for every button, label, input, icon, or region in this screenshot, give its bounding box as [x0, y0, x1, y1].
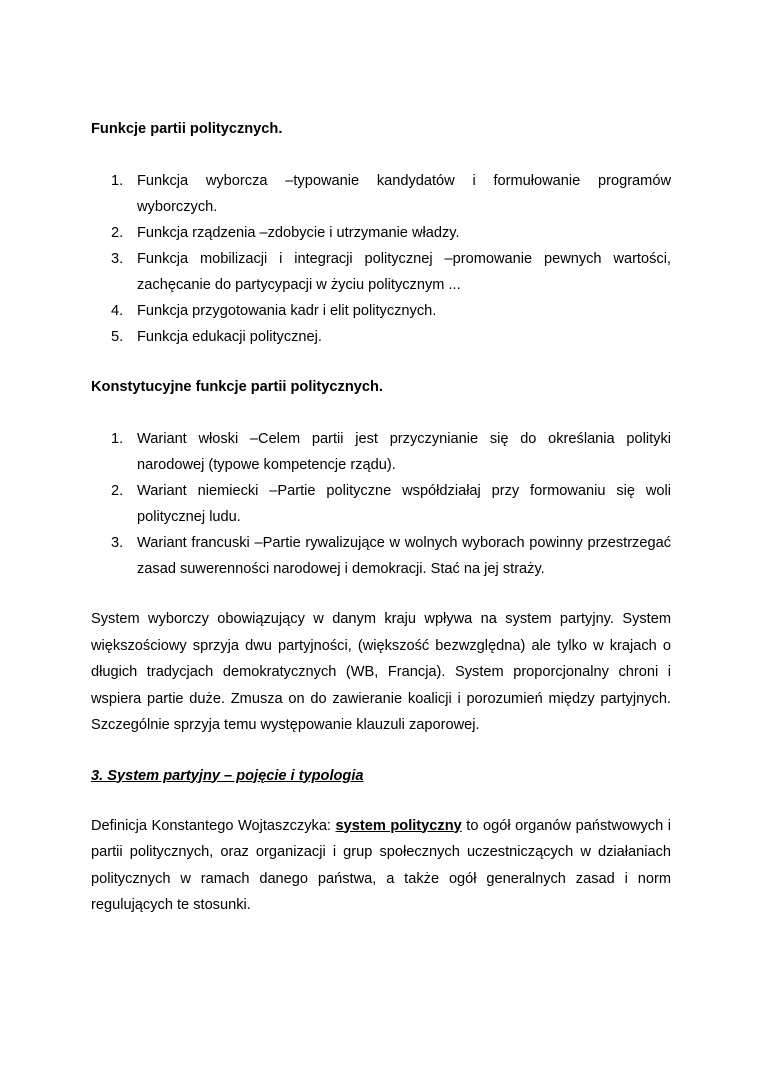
- electoral-system-paragraph: System wyborczy obowiązujący w danym kraju wpływa na system partyjny. System większościowy sprzyja dwu partyjności, (większość bezwzględna) ale tylko w krajach o długich tradycjach demokratycznych (WB, Francja). System proporcjonalny chroni i wspiera partie duże. Zmusza on do zawieranie koalicji i porozumień między partyjnych. Szczególnie sprzyja temu występowanie klauzuli zaporowej.: [91, 611, 671, 733]
- list-item: [91, 478, 671, 530]
- definition-term: system polityczny: [335, 817, 462, 834]
- list-item-text: Wariant francuski –Partie rywalizujące w wolnych wyborach powinny przestrzegać zasad suwerenności narodowej i demokracji. Stać na jej straży.: [137, 535, 671, 577]
- list-item-text: Funkcja mobilizacji i integracji politycznej –promowanie pewnych wartości, zachęcanie do partycypacji w życiu politycznym ...: [137, 251, 671, 293]
- party-functions-list: [91, 168, 671, 350]
- document-content: [91, 116, 671, 919]
- list-item: [91, 220, 671, 246]
- list-item: [91, 530, 671, 582]
- definition-rest: to ogół organów państwowych i partii politycznych, oraz organizacji i grup społecznych uczestniczących w działaniach politycznych w ramach danego państwa, a także ogół generalnych zasad i norm regulujących te stosunki.: [91, 817, 672, 913]
- list-number: 2.: [111, 225, 124, 241]
- list-number: 4.: [111, 303, 124, 319]
- list-item-text: Wariant włoski –Celem partii jest przyczynianie się do określania polityki narodowej (typowe kompetencje rządu).: [137, 431, 671, 473]
- list-item-text: Wariant niemiecki –Partie polityczne współdziałaj przy formowaniu się woli politycznej ludu.: [137, 483, 671, 525]
- list-number: 5.: [111, 329, 124, 345]
- list-item: [91, 246, 671, 298]
- section-title: 3. System partyjny – pojęcie i typologia: [91, 767, 364, 784]
- definition-intro: Definicja Konstantego Wojtaszczyka:: [91, 817, 336, 834]
- constitutional-variants-list: [91, 426, 671, 582]
- list-item: [91, 168, 671, 220]
- list-item: [91, 298, 671, 324]
- list-item-text: Funkcja przygotowania kadr i elit politycznych.: [137, 303, 437, 319]
- heading-constitutional-functions: Konstytucyjne funkcje partii politycznych.: [91, 379, 383, 395]
- list-item-text: Funkcja edukacji politycznej.: [137, 329, 322, 345]
- list-item: [91, 426, 671, 478]
- list-item-text: Funkcja wyborcza –typowanie kandydatów i formułowanie programów wyborczych.: [137, 173, 671, 215]
- list-number: 1.: [111, 173, 124, 189]
- heading-party-functions: Funkcje partii politycznych.: [91, 121, 283, 137]
- list-number: 3.: [111, 251, 124, 267]
- list-item: [91, 324, 671, 350]
- definition-paragraph: [91, 813, 671, 919]
- list-item-text: Funkcja rządzenia –zdobycie i utrzymanie władzy.: [137, 225, 460, 241]
- list-number: 2.: [111, 483, 124, 499]
- list-number: 3.: [111, 535, 124, 551]
- list-number: 1.: [111, 431, 124, 447]
